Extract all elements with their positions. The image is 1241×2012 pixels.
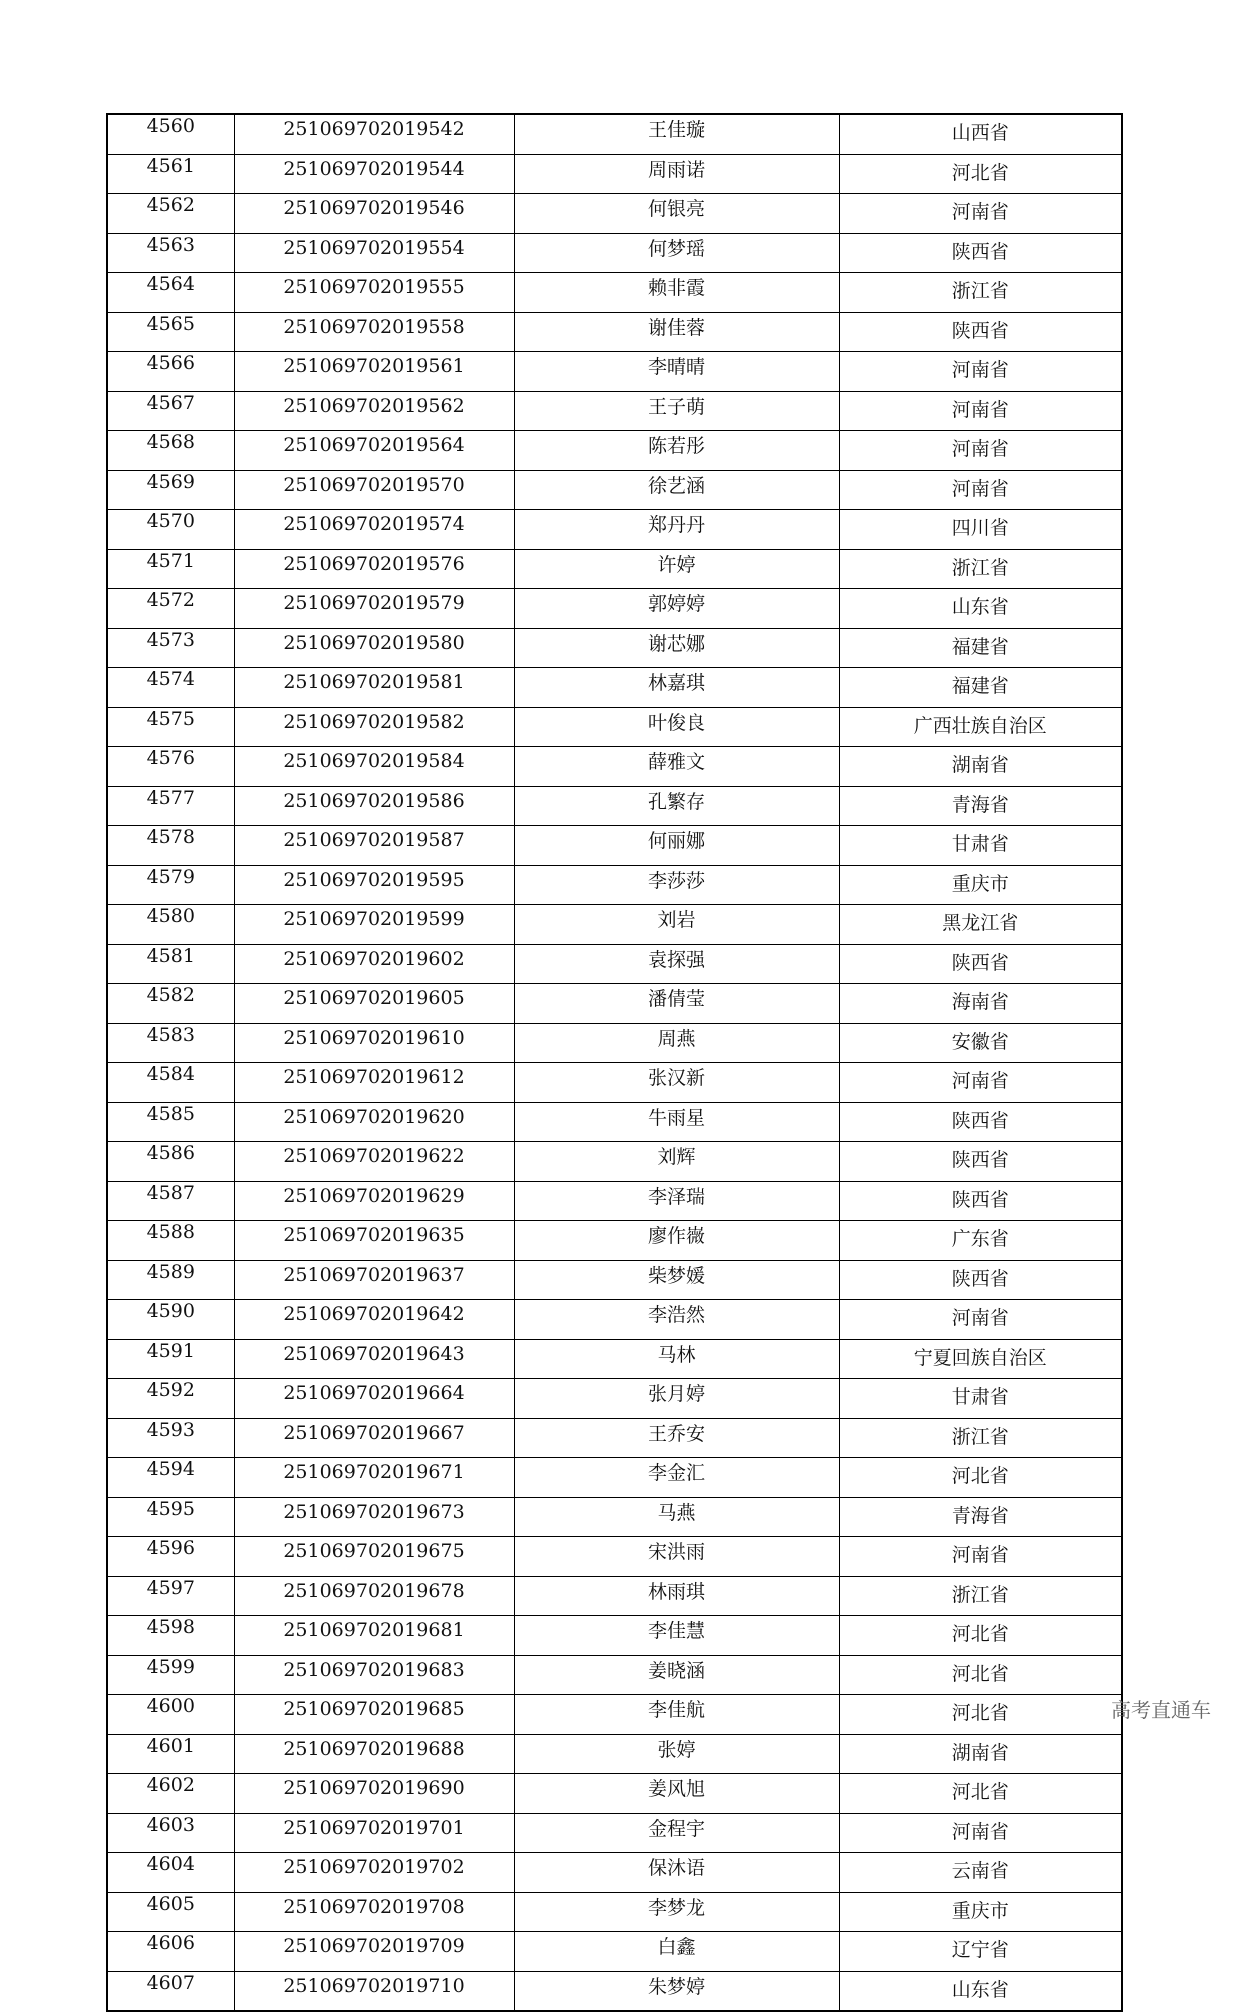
candidate-id-cell: 251069702019685 [234,1695,514,1735]
candidate-id-cell: 251069702019554 [234,233,514,273]
candidate-id-cell: 251069702019708 [234,1892,514,1932]
province-cell: 陕西省 [839,1260,1122,1300]
row-number-cell: 4572 [107,589,234,629]
name-cell: 叶俊良 [514,707,839,747]
province-cell: 安徽省 [839,1023,1122,1063]
province-cell: 河北省 [839,1458,1122,1498]
province-cell: 河南省 [839,194,1122,234]
candidate-id-cell: 251069702019683 [234,1655,514,1695]
row-number-cell: 4606 [107,1932,234,1972]
name-cell: 谢芯娜 [514,628,839,668]
row-number-cell: 4597 [107,1576,234,1616]
name-cell: 何丽娜 [514,826,839,866]
candidate-id-cell: 251069702019710 [234,1971,514,2011]
candidate-id-cell: 251069702019586 [234,786,514,826]
table-row [107,1458,1122,1498]
table-row [107,114,1122,154]
province-cell: 浙江省 [839,273,1122,313]
table-row [107,668,1122,708]
name-cell: 周燕 [514,1023,839,1063]
province-cell: 陕西省 [839,1142,1122,1182]
table-row [107,1971,1122,2011]
table-row [107,194,1122,234]
name-cell: 白鑫 [514,1932,839,1972]
province-cell: 海南省 [839,984,1122,1024]
row-number-cell: 4567 [107,391,234,431]
row-number-cell: 4580 [107,905,234,945]
candidate-id-cell: 251069702019570 [234,470,514,510]
row-number-cell: 4569 [107,470,234,510]
name-cell: 李晴晴 [514,352,839,392]
table-row [107,1102,1122,1142]
candidate-id-cell: 251069702019605 [234,984,514,1024]
name-cell: 张婷 [514,1734,839,1774]
table-row [107,1813,1122,1853]
province-cell: 浙江省 [839,1418,1122,1458]
row-number-cell: 4564 [107,273,234,313]
table-row [107,273,1122,313]
name-cell: 赖非霞 [514,273,839,313]
admission-list-table [106,113,1123,2012]
candidate-id-cell: 251069702019678 [234,1576,514,1616]
province-cell: 河北省 [839,1655,1122,1695]
table-row [107,1734,1122,1774]
name-cell: 李莎莎 [514,865,839,905]
name-cell: 王子萌 [514,391,839,431]
table-row [107,1576,1122,1616]
table-row [107,1418,1122,1458]
table-row [107,1853,1122,1893]
row-number-cell: 4587 [107,1181,234,1221]
table-row [107,1181,1122,1221]
candidate-id-cell: 251069702019599 [234,905,514,945]
candidate-id-cell: 251069702019564 [234,431,514,471]
row-number-cell: 4574 [107,668,234,708]
table-row [107,391,1122,431]
table-row [107,589,1122,629]
name-cell: 袁探强 [514,944,839,984]
row-number-cell: 4566 [107,352,234,392]
row-number-cell: 4586 [107,1142,234,1182]
row-number-cell: 4575 [107,707,234,747]
table-row [107,1932,1122,1972]
candidate-id-cell: 251069702019702 [234,1853,514,1893]
row-number-cell: 4584 [107,1063,234,1103]
table-row [107,1260,1122,1300]
province-cell: 河北省 [839,154,1122,194]
candidate-id-cell: 251069702019681 [234,1616,514,1656]
row-number-cell: 4561 [107,154,234,194]
province-cell: 四川省 [839,510,1122,550]
candidate-id-cell: 251069702019582 [234,707,514,747]
name-cell: 张汉新 [514,1063,839,1103]
province-cell: 河北省 [839,1774,1122,1814]
candidate-id-cell: 251069702019635 [234,1221,514,1261]
candidate-id-cell: 251069702019622 [234,1142,514,1182]
row-number-cell: 4578 [107,826,234,866]
table-row [107,1695,1122,1735]
row-number-cell: 4581 [107,944,234,984]
table-row [107,865,1122,905]
name-cell: 柴梦媛 [514,1260,839,1300]
row-number-cell: 4565 [107,312,234,352]
candidate-id-cell: 251069702019584 [234,747,514,787]
table-row [107,1497,1122,1537]
table-row [107,707,1122,747]
name-cell: 刘岩 [514,905,839,945]
province-cell: 甘肃省 [839,1379,1122,1419]
province-cell: 陕西省 [839,233,1122,273]
table-row [107,312,1122,352]
row-number-cell: 4599 [107,1655,234,1695]
candidate-id-cell: 251069702019576 [234,549,514,589]
row-number-cell: 4593 [107,1418,234,1458]
candidate-id-cell: 251069702019643 [234,1339,514,1379]
province-cell: 福建省 [839,668,1122,708]
table-row [107,549,1122,589]
name-cell: 李浩然 [514,1300,839,1340]
row-number-cell: 4604 [107,1853,234,1893]
province-cell: 青海省 [839,786,1122,826]
table-row [107,944,1122,984]
province-cell: 山东省 [839,589,1122,629]
name-cell: 宋洪雨 [514,1537,839,1577]
watermark: 高考直通车 [1111,1698,1211,1722]
row-number-cell: 4577 [107,786,234,826]
table-row [107,1339,1122,1379]
candidate-id-cell: 251069702019701 [234,1813,514,1853]
row-number-cell: 4596 [107,1537,234,1577]
row-number-cell: 4576 [107,747,234,787]
province-cell: 河南省 [839,1813,1122,1853]
row-number-cell: 4588 [107,1221,234,1261]
table-row [107,826,1122,866]
row-number-cell: 4570 [107,510,234,550]
name-cell: 潘倩莹 [514,984,839,1024]
row-number-cell: 4582 [107,984,234,1024]
table-row [107,1023,1122,1063]
province-cell: 陕西省 [839,1181,1122,1221]
name-cell: 孔繁存 [514,786,839,826]
candidate-id-cell: 251069702019690 [234,1774,514,1814]
name-cell: 郑丹丹 [514,510,839,550]
province-cell: 陕西省 [839,312,1122,352]
row-number-cell: 4595 [107,1497,234,1537]
row-number-cell: 4560 [107,114,234,154]
table-row [107,747,1122,787]
table-row [107,1300,1122,1340]
name-cell: 金程宇 [514,1813,839,1853]
candidate-id-cell: 251069702019629 [234,1181,514,1221]
candidate-id-cell: 251069702019595 [234,865,514,905]
name-cell: 周雨诺 [514,154,839,194]
row-number-cell: 4592 [107,1379,234,1419]
name-cell: 牛雨星 [514,1102,839,1142]
table-row [107,1063,1122,1103]
name-cell: 许婷 [514,549,839,589]
province-cell: 青海省 [839,1497,1122,1537]
province-cell: 湖南省 [839,1734,1122,1774]
candidate-id-cell: 251069702019542 [234,114,514,154]
candidate-id-cell: 251069702019610 [234,1023,514,1063]
province-cell: 河北省 [839,1616,1122,1656]
name-cell: 李泽瑞 [514,1181,839,1221]
table-row [107,1221,1122,1261]
province-cell: 浙江省 [839,1576,1122,1616]
table-row [107,1892,1122,1932]
candidate-id-cell: 251069702019667 [234,1418,514,1458]
candidate-id-cell: 251069702019587 [234,826,514,866]
row-number-cell: 4579 [107,865,234,905]
table-row [107,154,1122,194]
province-cell: 河南省 [839,1300,1122,1340]
candidate-id-cell: 251069702019664 [234,1379,514,1419]
candidate-id-cell: 251069702019574 [234,510,514,550]
name-cell: 张月婷 [514,1379,839,1419]
table-row [107,628,1122,668]
province-cell: 广西壮族自治区 [839,707,1122,747]
name-cell: 姜晓涵 [514,1655,839,1695]
row-number-cell: 4607 [107,1971,234,2011]
table-body [107,114,1122,2011]
province-cell: 河南省 [839,1537,1122,1577]
province-cell: 黑龙江省 [839,905,1122,945]
province-cell: 浙江省 [839,549,1122,589]
name-cell: 保沐语 [514,1853,839,1893]
candidate-id-cell: 251069702019637 [234,1260,514,1300]
name-cell: 朱梦婷 [514,1971,839,2011]
row-number-cell: 4598 [107,1616,234,1656]
row-number-cell: 4602 [107,1774,234,1814]
row-number-cell: 4563 [107,233,234,273]
name-cell: 刘辉 [514,1142,839,1182]
province-cell: 河南省 [839,352,1122,392]
row-number-cell: 4562 [107,194,234,234]
province-cell: 湖南省 [839,747,1122,787]
province-cell: 宁夏回族自治区 [839,1339,1122,1379]
table-row [107,1616,1122,1656]
province-cell: 广东省 [839,1221,1122,1261]
name-cell: 马燕 [514,1497,839,1537]
row-number-cell: 4594 [107,1458,234,1498]
name-cell: 林雨琪 [514,1576,839,1616]
name-cell: 薛雅文 [514,747,839,787]
candidate-id-cell: 251069702019602 [234,944,514,984]
province-cell: 云南省 [839,1853,1122,1893]
row-number-cell: 4601 [107,1734,234,1774]
table-row [107,1774,1122,1814]
name-cell: 郭婷婷 [514,589,839,629]
candidate-id-cell: 251069702019671 [234,1458,514,1498]
name-cell: 马林 [514,1339,839,1379]
row-number-cell: 4585 [107,1102,234,1142]
province-cell: 福建省 [839,628,1122,668]
province-cell: 辽宁省 [839,1932,1122,1972]
table-row [107,786,1122,826]
province-cell: 甘肃省 [839,826,1122,866]
name-cell: 王乔安 [514,1418,839,1458]
name-cell: 李佳航 [514,1695,839,1735]
name-cell: 李金汇 [514,1458,839,1498]
table-row [107,470,1122,510]
province-cell: 河北省 [839,1695,1122,1735]
candidate-id-cell: 251069702019562 [234,391,514,431]
table-row [107,510,1122,550]
table-row [107,1655,1122,1695]
candidate-id-cell: 251069702019709 [234,1932,514,1972]
name-cell: 陈若彤 [514,431,839,471]
province-cell: 陕西省 [839,1102,1122,1142]
candidate-id-cell: 251069702019558 [234,312,514,352]
candidate-id-cell: 251069702019673 [234,1497,514,1537]
name-cell: 何银亮 [514,194,839,234]
row-number-cell: 4600 [107,1695,234,1735]
province-cell: 重庆市 [839,1892,1122,1932]
name-cell: 姜风旭 [514,1774,839,1814]
table-row [107,352,1122,392]
row-number-cell: 4589 [107,1260,234,1300]
province-cell: 重庆市 [839,865,1122,905]
row-number-cell: 4583 [107,1023,234,1063]
candidate-id-cell: 251069702019620 [234,1102,514,1142]
province-cell: 山西省 [839,114,1122,154]
candidate-id-cell: 251069702019688 [234,1734,514,1774]
row-number-cell: 4603 [107,1813,234,1853]
name-cell: 李佳慧 [514,1616,839,1656]
province-cell: 山东省 [839,1971,1122,2011]
row-number-cell: 4605 [107,1892,234,1932]
candidate-id-cell: 251069702019612 [234,1063,514,1103]
table-row [107,905,1122,945]
table-row [107,1379,1122,1419]
candidate-id-cell: 251069702019544 [234,154,514,194]
row-number-cell: 4571 [107,549,234,589]
candidate-id-cell: 251069702019546 [234,194,514,234]
name-cell: 林嘉琪 [514,668,839,708]
province-cell: 河南省 [839,470,1122,510]
row-number-cell: 4590 [107,1300,234,1340]
province-cell: 河南省 [839,391,1122,431]
province-cell: 河南省 [839,431,1122,471]
name-cell: 李梦龙 [514,1892,839,1932]
name-cell: 徐艺涵 [514,470,839,510]
row-number-cell: 4591 [107,1339,234,1379]
table-row [107,1142,1122,1182]
name-cell: 何梦瑶 [514,233,839,273]
candidate-id-cell: 251069702019555 [234,273,514,313]
name-cell: 廖作嶶 [514,1221,839,1261]
row-number-cell: 4573 [107,628,234,668]
candidate-id-cell: 251069702019580 [234,628,514,668]
table-row [107,431,1122,471]
province-cell: 河南省 [839,1063,1122,1103]
table-row [107,984,1122,1024]
province-cell: 陕西省 [839,944,1122,984]
name-cell: 谢佳蓉 [514,312,839,352]
candidate-id-cell: 251069702019675 [234,1537,514,1577]
candidate-id-cell: 251069702019642 [234,1300,514,1340]
row-number-cell: 4568 [107,431,234,471]
name-cell: 王佳璇 [514,114,839,154]
candidate-id-cell: 251069702019581 [234,668,514,708]
candidate-id-cell: 251069702019579 [234,589,514,629]
table-row [107,233,1122,273]
candidate-id-cell: 251069702019561 [234,352,514,392]
table-row [107,1537,1122,1577]
